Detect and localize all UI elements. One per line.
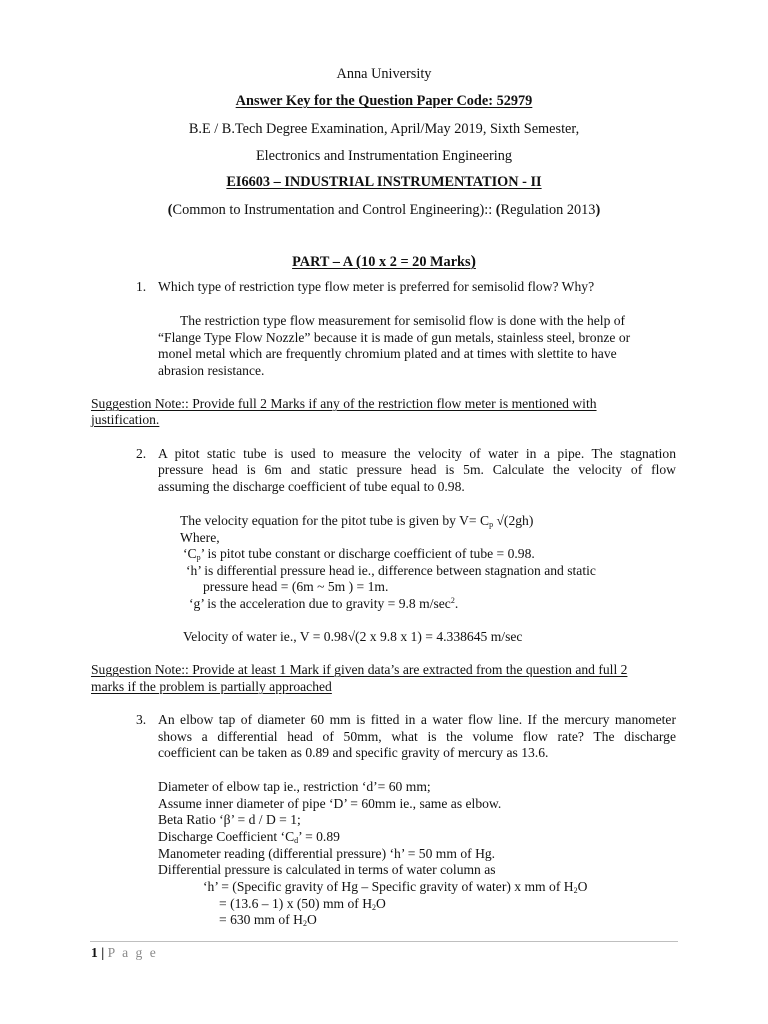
- q3-question-line-3: coefficient can be taken as 0.89 and specific gravity of mercury as 13.6.: [158, 745, 549, 760]
- q3-number: 3.: [136, 712, 147, 727]
- q3-differential-pressure: Differential pressure is calculated in terms of water column as: [158, 862, 496, 877]
- q2-question-line-2: pressure head is 6m and static pressure head is 5m. Calculate the velocity of flow: [158, 462, 676, 477]
- common-text: Common to Instrumentation and Control Engineering)::: [172, 202, 496, 218]
- q2-number: 2.: [136, 446, 147, 461]
- q2-cp-pre: ‘C: [183, 546, 197, 561]
- footer-separator: |: [101, 945, 105, 960]
- q2-h-definition-line-1: ‘h’ is differential pressure head ie., difference between stagnation and static: [186, 563, 596, 578]
- q1-answer-line-1: The restriction type flow measurement for semisolid flow is done with the help of: [180, 313, 626, 328]
- q3-h-eq3-pre: = 630 mm of H: [219, 912, 303, 927]
- regulation-open-paren: (: [495, 202, 501, 218]
- q2-cp-definition: [183, 547, 535, 562]
- q3-h-equation-2: [219, 897, 386, 912]
- common-open-paren: (: [167, 202, 173, 218]
- footer: [91, 946, 158, 960]
- q2-cp-post: ’ is pitot tube constant or discharge coefficient of tube = 0.98.: [200, 546, 535, 561]
- q3-cd-post: ’ = 0.89: [298, 829, 340, 844]
- regulation-close-paren: ): [595, 202, 601, 218]
- q2-g-line: ‘g’ is the acceleration due to gravity = 9.8 m/sec: [189, 596, 451, 611]
- q3-h-eq3-sub: 2: [302, 919, 307, 928]
- q1-answer-line-3: monel metal which are frequently chromium plated and at times with slettite to have: [158, 346, 617, 361]
- q3-h-eq1-sub: 2: [573, 886, 578, 895]
- q3-discharge-coefficient: [158, 830, 340, 845]
- part-a-paren-close: ): [470, 253, 476, 270]
- regulation-text: Regulation 2013: [500, 202, 596, 218]
- q3-h-eq1-pre: ‘h’ = (Specific gravity of Hg – Specific gravity of water) x mm of H: [203, 879, 574, 894]
- q2-velocity-equation: [180, 514, 533, 529]
- q2-g-definition: [189, 597, 458, 611]
- q2-velocity-result: Velocity of water ie., V = 0.98√(2 x 9.8 x 1) = 4.338645 m/sec: [183, 629, 523, 644]
- q2-suggestion-note-line-2: marks if the problem is partially approached: [91, 679, 332, 694]
- q2-g-sup: 2: [450, 596, 455, 605]
- q1-answer-line-4: abrasion resistance.: [158, 363, 265, 378]
- page-label: P a g e: [107, 945, 158, 960]
- q3-h-eq2-sub: 2: [372, 903, 377, 912]
- university-name: Anna University: [336, 66, 432, 82]
- q1-suggestion-note-line-1: Suggestion Note:: Provide full 2 Marks if any of the restriction flow meter is mentioned with: [91, 396, 597, 411]
- q3-cd-sub: d: [294, 836, 299, 845]
- q1-answer-line-2: “Flange Type Flow Nozzle” because it is made of gun metals, stainless steel, bronze or: [158, 330, 631, 345]
- q1-number: 1.: [136, 279, 147, 294]
- q3-h-eq2-post: O: [376, 896, 386, 911]
- part-a-title: [0, 254, 768, 270]
- q2-question-line-3: assuming the discharge coefficient of tube equal to 0.98.: [158, 479, 465, 494]
- q3-h-equation-3: [219, 913, 317, 928]
- q3-elbow-diameter: Diameter of elbow tap ie., restriction ‘d’= 60 mm;: [158, 779, 431, 794]
- q3-cd-pre: Discharge Coefficient ‘C: [158, 829, 295, 844]
- exam-line: B.E / B.Tech Degree Examination, April/May 2019, Sixth Semester,: [188, 121, 580, 137]
- footer-divider: [90, 941, 678, 942]
- q2-h-definition-line-2: pressure head = (6m ~ 5m ) = 1m.: [203, 579, 389, 594]
- part-a-marks: 10 x 2 = 20 Marks: [361, 254, 471, 270]
- part-a-paren-open: (: [355, 253, 362, 270]
- q3-h-equation-1: [203, 880, 587, 895]
- q3-question-line-2: shows a differential head of 50mm, what is the volume flow rate? The discharge: [158, 729, 676, 744]
- q2-suggestion-note-line-1: Suggestion Note:: Provide at least 1 Mark if given data’s are extracted from the question and full 2: [91, 662, 628, 677]
- q1-suggestion-note-line-2: justification.: [91, 412, 160, 427]
- q2-where: Where,: [180, 530, 220, 545]
- q3-pipe-diameter: Assume inner diameter of pipe ‘D’ = 60mm ie., same as elbow.: [158, 796, 502, 811]
- q3-h-eq1-post: O: [577, 879, 588, 894]
- q3-h-eq2-pre: = (13.6 – 1) x (50) mm of H: [219, 896, 373, 911]
- q2-g-end: .: [454, 596, 459, 611]
- q2-question-line-1: A pitot static tube is used to measure the velocity of water in a pipe. The stagnation: [158, 446, 676, 461]
- part-a-prefix: PART – A: [292, 254, 356, 270]
- q3-manometer-reading: Manometer reading (differential pressure) ‘h’ = 50 mm of Hg.: [158, 846, 496, 861]
- q2-cp-sub: p: [196, 553, 201, 562]
- common-to-line: [0, 203, 768, 217]
- q3-question-line-1: An elbow tap of diameter 60 mm is fitted in a water flow line. If the mercury manometer: [158, 712, 676, 727]
- q2-eq-suffix: √(2gh): [493, 513, 534, 528]
- q3-beta-ratio: Beta Ratio ‘β’ = d / D = 1;: [158, 812, 301, 827]
- page-number: 1: [91, 945, 98, 960]
- course-title: EI6603 – INDUSTRIAL INSTRUMENTATION - II: [226, 174, 542, 190]
- department-line: Electronics and Instrumentation Engineering: [255, 148, 513, 164]
- q2-eq-sub: p: [489, 520, 494, 529]
- q2-eq-prefix: The velocity equation for the pitot tube is given by V= C: [180, 513, 490, 528]
- q1-question: Which type of restriction type flow meter is preferred for semisolid flow? Why?: [158, 279, 595, 294]
- q3-h-eq3-post: O: [306, 912, 317, 927]
- answer-key-title: Answer Key for the Question Paper Code: 52979: [235, 93, 533, 109]
